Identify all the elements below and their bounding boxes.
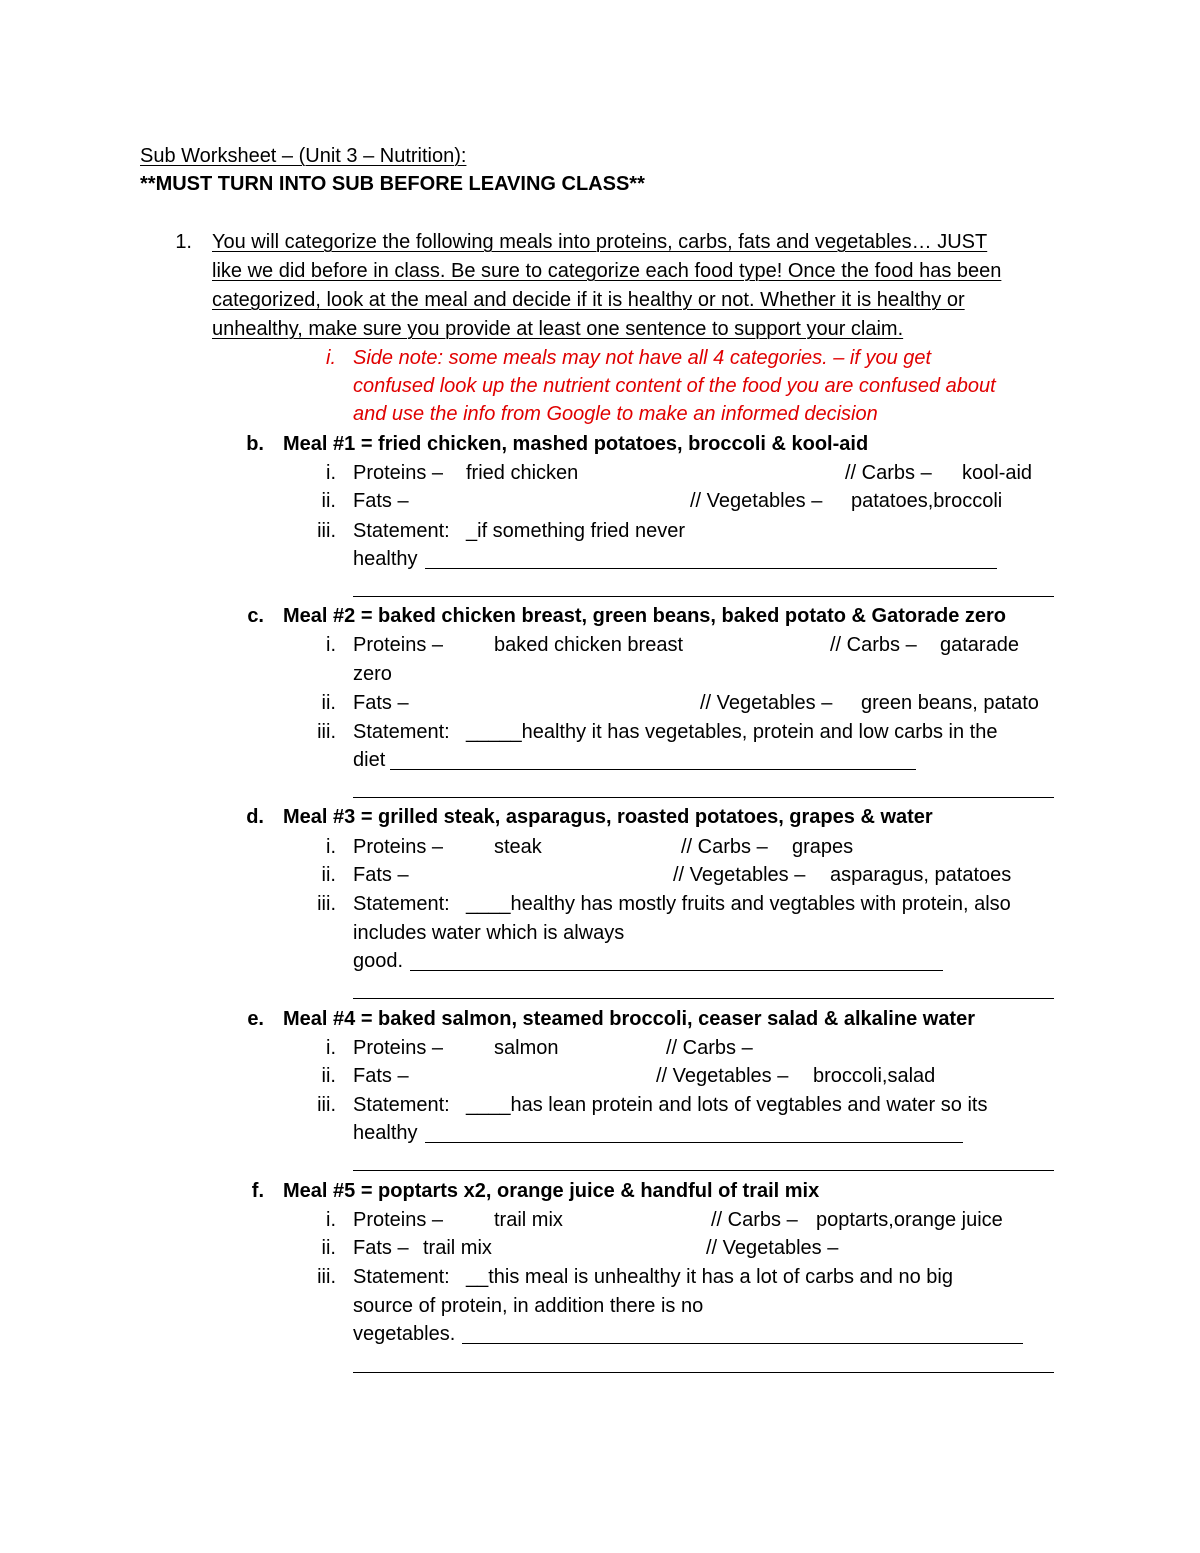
- fats-label: Fats –: [353, 490, 409, 512]
- instruction-number: 1.: [175, 231, 192, 253]
- item-marker: ii.: [321, 1237, 336, 1259]
- statement-label: Statement:: [353, 1094, 450, 1116]
- answer-blank-line: [353, 1170, 1054, 1171]
- side-note-line: confused look up the nutrient content of the food you are confused about: [353, 375, 996, 397]
- carbs-answer: gatarade: [940, 634, 1019, 656]
- answer-blank-line: [462, 1343, 1023, 1344]
- vegetables-answer: broccoli,salad: [813, 1065, 936, 1087]
- statement-answer: _if something fried never: [466, 520, 686, 542]
- answer-blank-line: [425, 1142, 963, 1143]
- vegetables-answer: green beans, patato: [861, 692, 1039, 714]
- vegetables-label: // Vegetables –: [656, 1065, 789, 1087]
- meal-title: Meal #1 = fried chicken, mashed potatoes, broccoli & kool-aid: [283, 433, 869, 455]
- fats-answer: trail mix: [423, 1237, 492, 1259]
- proteins-label: Proteins –: [353, 462, 444, 484]
- statement-answer: healthy: [353, 548, 418, 570]
- item-marker: iii.: [317, 721, 336, 743]
- answer-blank-line: [353, 596, 1054, 597]
- proteins-answer: baked chicken breast: [494, 634, 684, 656]
- meal-title: Meal #5 = poptarts x2, orange juice & handful of trail mix: [283, 1180, 820, 1202]
- item-marker: ii.: [321, 692, 336, 714]
- vegetables-answer: patatoes,broccoli: [851, 490, 1003, 512]
- item-marker: i.: [326, 1037, 336, 1059]
- meal-letter: e.: [247, 1008, 264, 1030]
- proteins-label: Proteins –: [353, 1209, 444, 1231]
- carbs-answer-wrap: zero: [353, 663, 392, 685]
- meal-letter: b.: [246, 433, 264, 455]
- side-note-line: and use the info from Google to make an informed decision: [353, 403, 878, 425]
- proteins-answer: salmon: [494, 1037, 559, 1059]
- carbs-answer: grapes: [792, 836, 854, 858]
- instruction-line: categorized, look at the meal and decide if it is healthy or not. Whether it is healthy or: [212, 289, 965, 311]
- carbs-answer: kool-aid: [962, 462, 1033, 484]
- answer-blank-line: [390, 769, 916, 770]
- carbs-label: // Carbs –: [845, 462, 932, 484]
- answer-blank-line: [353, 797, 1054, 798]
- statement-answer: vegetables.: [353, 1323, 456, 1345]
- carbs-label: // Carbs –: [830, 634, 917, 656]
- vegetables-answer: asparagus, patatoes: [830, 864, 1012, 886]
- item-marker: iii.: [317, 520, 336, 542]
- instruction-line: unhealthy, make sure you provide at least one sentence to support your claim.: [212, 318, 904, 340]
- carbs-answer: poptarts,orange juice: [816, 1209, 1003, 1231]
- item-marker: ii.: [321, 1065, 336, 1087]
- item-marker: i.: [326, 1209, 336, 1231]
- item-marker: iii.: [317, 1266, 336, 1288]
- fats-label: Fats –: [353, 692, 409, 714]
- statement-answer: healthy: [353, 1122, 418, 1144]
- answer-blank-line: [410, 970, 943, 971]
- statement-label: Statement:: [353, 893, 450, 915]
- carbs-label: // Carbs –: [681, 836, 768, 858]
- fats-label: Fats –: [353, 1065, 409, 1087]
- vegetables-label: // Vegetables –: [700, 692, 833, 714]
- answer-blank-line: [353, 998, 1054, 999]
- instruction-line: You will categorize the following meals into proteins, carbs, fats and vegetables… JUST: [212, 231, 988, 253]
- item-marker: iii.: [317, 893, 336, 915]
- item-marker: ii.: [321, 490, 336, 512]
- side-note-marker: i.: [326, 347, 336, 369]
- side-note-line: Side note: some meals may not have all 4 categories. – if you get: [353, 347, 932, 369]
- statement-answer: diet: [353, 749, 386, 771]
- meal-title: Meal #3 = grilled steak, asparagus, roasted potatoes, grapes & water: [283, 806, 933, 828]
- meal-letter: d.: [246, 806, 264, 828]
- statement-answer: ____has lean protein and lots of vegtables and water so its: [466, 1094, 988, 1116]
- instruction-line: like we did before in class. Be sure to categorize each food type! Once the food has been: [212, 260, 1002, 282]
- meal-title: Meal #2 = baked chicken breast, green beans, baked potato & Gatorade zero: [283, 605, 1007, 627]
- proteins-answer: steak: [494, 836, 542, 858]
- item-marker: i.: [326, 462, 336, 484]
- item-marker: iii.: [317, 1094, 336, 1116]
- carbs-label: // Carbs –: [711, 1209, 798, 1231]
- statement-answer: source of protein, in addition there is no: [353, 1295, 704, 1317]
- proteins-answer: fried chicken: [466, 462, 579, 484]
- item-marker: ii.: [321, 864, 336, 886]
- statement-answer: _____healthy it has vegetables, protein and low carbs in the: [466, 721, 998, 743]
- vegetables-label: // Vegetables –: [706, 1237, 839, 1259]
- item-marker: i.: [326, 634, 336, 656]
- answer-blank-line: [425, 568, 997, 569]
- worksheet-title: Sub Worksheet – (Unit 3 – Nutrition):: [140, 145, 467, 167]
- statement-answer: __this meal is unhealthy it has a lot of carbs and no big: [466, 1266, 953, 1288]
- fats-label: Fats –: [353, 864, 409, 886]
- proteins-answer: trail mix: [494, 1209, 563, 1231]
- statement-label: Statement:: [353, 721, 450, 743]
- vegetables-label: // Vegetables –: [673, 864, 806, 886]
- fats-label: Fats –: [353, 1237, 409, 1259]
- statement-label: Statement:: [353, 1266, 450, 1288]
- turn-in-warning: **MUST TURN INTO SUB BEFORE LEAVING CLASS**: [140, 173, 645, 195]
- vegetables-label: // Vegetables –: [690, 490, 823, 512]
- meal-letter: f.: [251, 1180, 264, 1202]
- statement-answer: ____healthy has mostly fruits and vegtables with protein, also: [466, 893, 1011, 915]
- proteins-label: Proteins –: [353, 634, 444, 656]
- statement-answer: good.: [353, 950, 404, 972]
- proteins-label: Proteins –: [353, 1037, 444, 1059]
- statement-answer: includes water which is always: [353, 922, 625, 944]
- item-marker: i.: [326, 836, 336, 858]
- carbs-label: // Carbs –: [666, 1037, 753, 1059]
- meal-title: Meal #4 = baked salmon, steamed broccoli, ceaser salad & alkaline water: [283, 1008, 976, 1030]
- meal-letter: c.: [247, 605, 264, 627]
- statement-label: Statement:: [353, 520, 450, 542]
- answer-blank-line: [353, 1372, 1054, 1373]
- proteins-label: Proteins –: [353, 836, 444, 858]
